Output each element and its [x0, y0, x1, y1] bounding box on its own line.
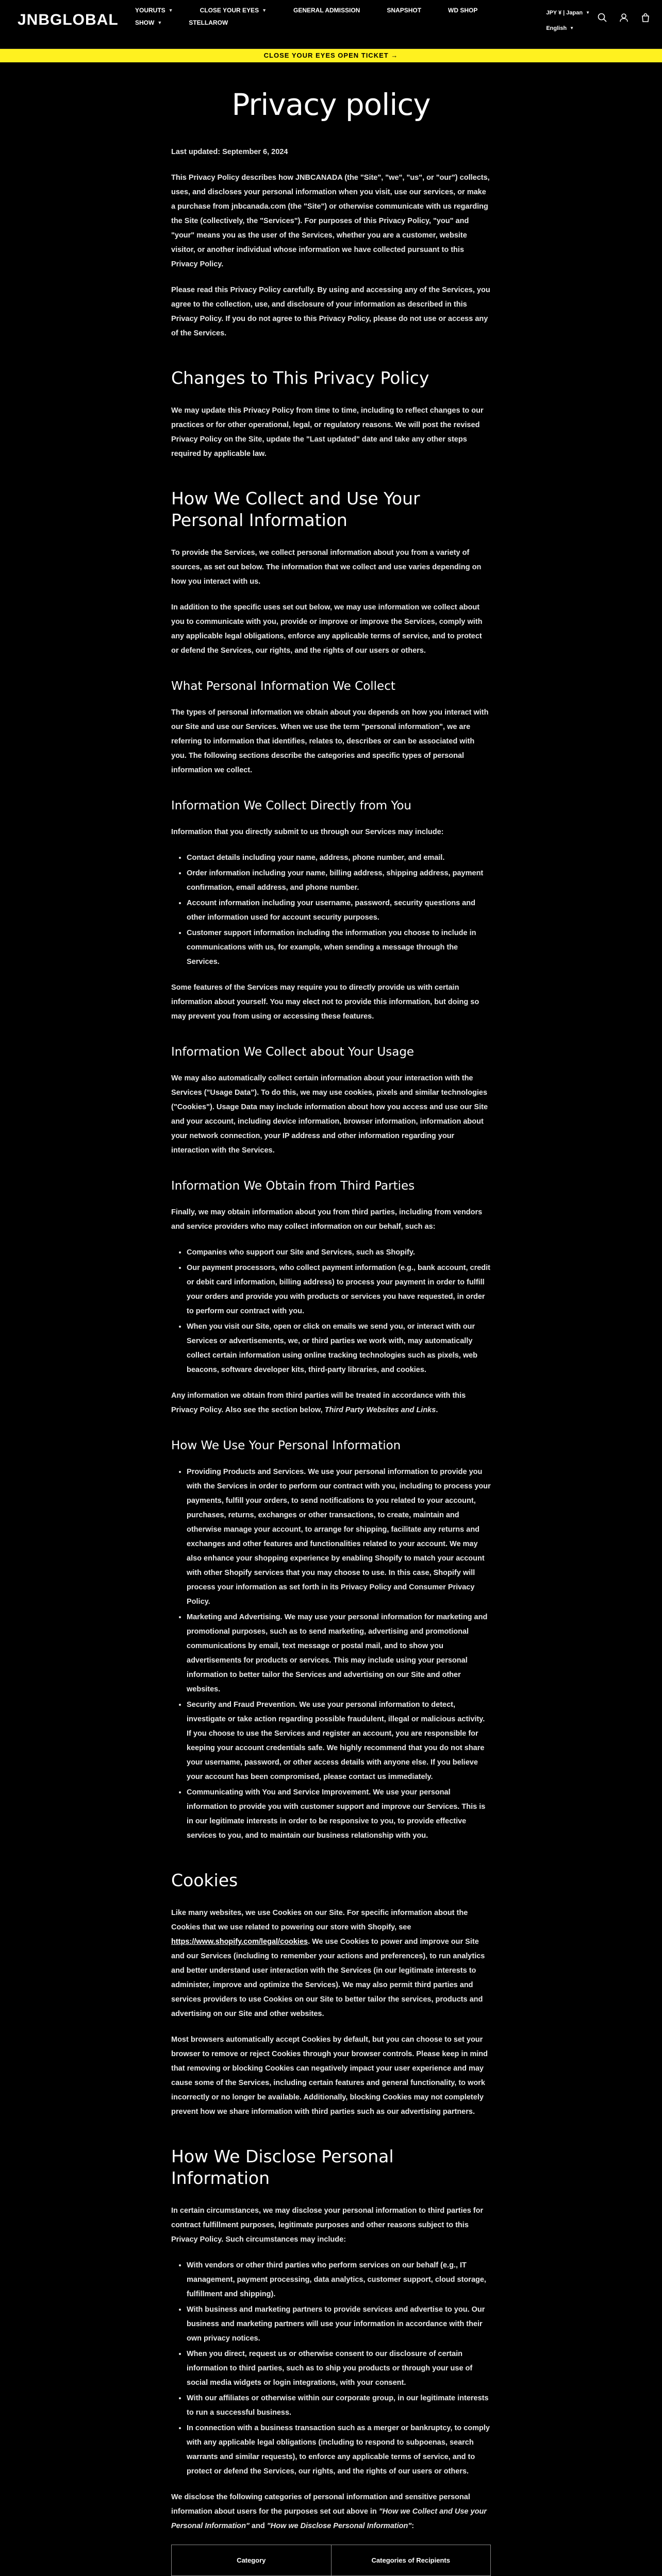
list-item: • Customer support information including the information you choose to include in communications with us, for example, when sending a message through the Services. — [187, 926, 491, 969]
subsection-heading: Information We Obtain from Third Parties — [171, 1179, 415, 1193]
intro-paragraph: Please read this Privacy Policy carefully. By using and accessing any of the Services, you agree to the collection, use, and disclosure of your information as described in this Privacy Policy. If you do not agree to this Privacy Policy, please do not use or access any of the Services. — [171, 286, 490, 337]
paragraph — [171, 1388, 491, 1417]
text-run: Like many websites, we use Cookies on our Site. For specific information about the Cookies that we use related to powering our store with Shopify, see — [171, 1909, 468, 1931]
shopify-cookies-link[interactable]: https://www.shopify.com/legal/cookies — [171, 1938, 308, 1946]
search-icon[interactable] — [597, 12, 607, 23]
text-run: : — [411, 2522, 415, 2530]
nav-item-youruts[interactable] — [135, 4, 173, 16]
announcement-bar[interactable]: CLOSE YOUR EYES OPEN TICKET → — [0, 49, 662, 62]
bullet-list — [171, 1465, 491, 1843]
list-item: • Order information including your name, billing address, shipping address, payment confirmation, email address, and phone number. — [187, 866, 491, 895]
paragraph: The types of personal information we obtain about you depends on how you interact with our Site and use our Services. When we use the term "personal information", we are referring to information that identifies, relates to, describes or can be associated with you. The following sections describe the categories and specific types of personal information we collect. — [171, 708, 489, 774]
table-header: Categories of Recipients — [331, 2545, 491, 2576]
nav-label: CLOSE YOUR EYES — [200, 7, 259, 14]
chevron-down-icon: ▼ — [262, 8, 267, 13]
cart-icon[interactable] — [640, 12, 651, 23]
section-reference: Third Party Websites and Links — [324, 1406, 436, 1414]
nav-item-close-your-eyes[interactable] — [200, 4, 267, 16]
paragraph: In certain circumstances, we may disclose your personal information to third parties for contract fulfillment purposes, legitimate purposes and other reasons subject to this Privacy Policy. Such circumstances may include: — [171, 2207, 484, 2244]
paragraph: We may update this Privacy Policy from time to time, including to reflect changes to our practices or for other operational, legal, or regulatory reasons. We will post the revised Privacy Policy on the Site, update the "Last updated" date and take any other steps required by applicable law. — [171, 406, 484, 458]
text-run: We disclose the following categories of personal information and sensitive personal information about users for the purposes set out above in — [171, 2493, 470, 2516]
disclosure-table — [171, 2545, 491, 2576]
list-item: • Marketing and Advertising. We may use your personal information for marketing and promotional purposes, such as to send marketing, advertising and promotional communications by email, text message or postal mail, and to show you advertisements for products or services. This may include using your personal information to better tailor the Services and advertising on our Site and other websites. — [187, 1610, 491, 1697]
section-heading: Cookies — [171, 1870, 238, 1890]
paragraph: Finally, we may obtain information about you from third parties, including from vendors and service providers who may collect information on our behalf, such as: — [171, 1208, 483, 1231]
text-run: . — [436, 1406, 438, 1414]
nav-item-stellarow[interactable] — [189, 16, 228, 29]
nav-label: YOURUTS — [135, 7, 166, 14]
nav-label: SNAPSHOT — [387, 7, 422, 14]
nav-label: SHOW — [135, 19, 155, 26]
list-item: • Contact details including your name, address, phone number, and email. — [187, 851, 491, 865]
paragraph — [171, 1906, 491, 2021]
account-icon[interactable] — [619, 12, 629, 23]
list-item: • With vendors or other third parties who perform services on our behalf (e.g., IT management, payment processing, data analytics, customer support, cloud storage, fulfillment and shipping). — [187, 2258, 491, 2301]
chevron-down-icon: ▼ — [570, 26, 574, 30]
bullet-list — [171, 851, 491, 969]
list-item: • Providing Products and Services. We use your personal information to provide you with the Services in order to perform our contract with you, including to process your payments, fulfill your orders, to send notifications to you related to your account, purchases, returns, exchanges or other transactions, to create, maintain and otherwise manage your account, to arrange for shipping, facilitate any returns and exchanges and other features and functionalities related to your account. We may also enhance your shopping experience by enabling Shopify to match your account with other Shopify services that you may choose to use. In this case, Shopify will process your information as set forth in its Privacy Policy and Consumer Privacy Policy. — [187, 1465, 491, 1609]
section-reference: "How we Disclose Personal Information" — [267, 2522, 412, 2530]
paragraph: To provide the Services, we collect personal information about you from a variety of sources, as set out below. The information that we collect and use varies depending on how you interact with us. — [171, 549, 482, 586]
nav-item-snapshot[interactable] — [387, 4, 421, 16]
nav-item-show[interactable] — [135, 16, 162, 29]
site-header — [0, 0, 662, 49]
language-selector[interactable] — [546, 21, 590, 36]
paragraph: In addition to the specific uses set out below, we may use information we collect about you to communicate with you, provide or improve or improve the Services, comply with any applicable legal obligations, enforce any applicable terms of service, and to protect or defend the Services, our rights, and the rights of our users or others. — [171, 603, 483, 655]
nav-label: STELLAROW — [189, 19, 228, 26]
subsection-heading: Information We Collect Directly from You — [171, 799, 411, 812]
section-heading: How We Disclose Personal Information — [171, 2146, 394, 2188]
text-run: and — [249, 2522, 267, 2530]
nav-item-general-admission[interactable] — [293, 4, 360, 16]
nav-label: WD SHOP — [448, 7, 478, 14]
list-item: • With business and marketing partners to provide services and advertise to you. Our business and marketing partners will use your information in accordance with their own privacy notices. — [187, 2302, 491, 2346]
list-item: • Our payment processors, who collect payment information (e.g., bank account, credit or debit card information, billing address) to process your payment in order to fulfill your orders and provide you with products or services you have requested, in order to perform our contract with you. — [187, 1261, 491, 1318]
chevron-down-icon: ▼ — [168, 8, 173, 13]
currency-label: JPY ¥ | Japan — [546, 10, 583, 16]
last-updated: Last updated: September 6, 2024 — [171, 148, 288, 156]
subsection-heading: What Personal Information We Collect — [171, 680, 395, 693]
currency-selector[interactable] — [546, 5, 590, 21]
bullet-list — [171, 2258, 491, 2479]
list-item: • When you visit our Site, open or click on emails we send you, or interact with our Services or advertisements, we, or third parties we work with, may automatically collect certain information using online tracking technologies such as pixels, web beacons, software developer kits, third-party libraries, and cookies. — [187, 1319, 491, 1377]
chevron-down-icon: ▼ — [157, 20, 162, 25]
list-item: • In connection with a business transaction such as a merger or bankruptcy, to comply with any applicable legal obligations (including to respond to subpoenas, search warrants and similar requests), to enforce any applicable terms of service, and to protect or defend the Services, our rights, and the rights of our users or others. — [187, 2421, 491, 2479]
list-item: • Companies who support our Site and Services, such as Shopify. — [187, 1245, 491, 1260]
section-heading: Changes to This Privacy Policy — [171, 368, 429, 388]
table-header: Category — [172, 2545, 332, 2576]
list-item: • Security and Fraud Prevention. We use your personal information to detect, investigate or take action regarding possible fraudulent, illegal or malicious activity. If you choose to use the Services and register an account, you are responsible for keeping your account credentials safe. We highly recommend that you do not share your username, password, or other access details with anyone else. If you believe your account has been compromised, please contact us immediately. — [187, 1698, 491, 1784]
intro-paragraph: This Privacy Policy describes how JNBCANADA (the "Site", "we", "us", or "our") collects, uses, and discloses your personal information when you visit, use our services, or make a purchase from jnbcanada.com (the "Site") or otherwise communicate with us regarding the Site (collectively, the "Services"). For purposes of this Privacy Policy, "you" and "your" means you as the user of the Services, whether you are a customer, website visitor, or another individual whose information we have collected pursuant to this Privacy Policy. — [171, 174, 490, 268]
paragraph: Most browsers automatically accept Cookies by default, but you can choose to set your browser to remove or reject Cookies through your browser controls. Please keep in mind that removing or blocking Cookies can negatively impact your user experience and may cause some of the Services, including certain features and general functionality, to work incorrectly or no longer be available. Additionally, blocking Cookies may not completely prevent how we share information with third parties such as our advertising partners. — [171, 2036, 488, 2116]
bullet-list — [171, 1245, 491, 1377]
page-title: Privacy policy — [231, 87, 431, 122]
nav-item-wd-shop[interactable] — [448, 4, 477, 16]
site-logo[interactable]: JNBGLOBAL — [18, 11, 119, 28]
paragraph — [171, 2490, 491, 2533]
paragraph: Information that you directly submit to us through our Services may include: — [171, 828, 444, 836]
paragraph: We may also automatically collect certain information about your interaction with the Services ("Usage Data"). To do this, we may use cookies, pixels and similar technologies ("Cookies"). Usage Data may include information about how you access and use our Site and your account, including device information, browser information, information about your network connection, your IP address and other information regarding your interaction with the Services. — [171, 1074, 488, 1155]
paragraph: Some features of the Services may require you to directly provide us with certain information about yourself. You may elect not to provide this information, but doing so may prevent you from using or accessing these features. — [171, 984, 479, 1021]
policy-content — [171, 62, 491, 2576]
list-item: • Account information including your username, password, security questions and other information used for account security purposes. — [187, 896, 491, 925]
text-run: Any information we obtain from third parties will be treated in accordance with this Privacy Policy. Also see the section below, — [171, 1392, 466, 1414]
header-icons — [597, 12, 651, 23]
chevron-down-icon: ▼ — [586, 10, 590, 15]
list-item: • With our affiliates or otherwise within our corporate group, in our legitimate interests to run a successful business. — [187, 2391, 491, 2420]
table-header-row — [172, 2545, 491, 2576]
locale-selectors — [546, 5, 590, 36]
text-run: . We use Cookies to power and improve our Site and our Services (including to remember your actions and preferences), to run analytics and better understand user interaction with the Services (in our legitimate interests to administer, improve and optimize the Services). We may also permit third parties and services providers to use Cookies on our Site to better tailor the services, products and advertising on our Site and other websites. — [171, 1938, 485, 2018]
section-heading: How We Collect and Use Your Personal Information — [171, 488, 420, 530]
main-nav — [135, 4, 527, 29]
subsection-heading: Information We Collect about Your Usage — [171, 1045, 415, 1059]
subsection-heading: How We Use Your Personal Information — [171, 1439, 401, 1452]
nav-label: GENERAL ADMISSION — [293, 7, 360, 14]
language-label: English — [546, 25, 567, 31]
list-item: • When you direct, request us or otherwise consent to our disclosure of certain information to third parties, such as to ship you products or through your use of social media widgets or login integrations, with your consent. — [187, 2347, 491, 2390]
list-item: • Communicating with You and Service Improvement. We use your personal information to provide you with customer support and improve our Services. This is in our legitimate interests in order to be responsive to you, to provide effective services to you, and to maintain our business relationship with you. — [187, 1785, 491, 1843]
section-reference: "How we Collect and Use your Personal Information" — [171, 2507, 487, 2530]
